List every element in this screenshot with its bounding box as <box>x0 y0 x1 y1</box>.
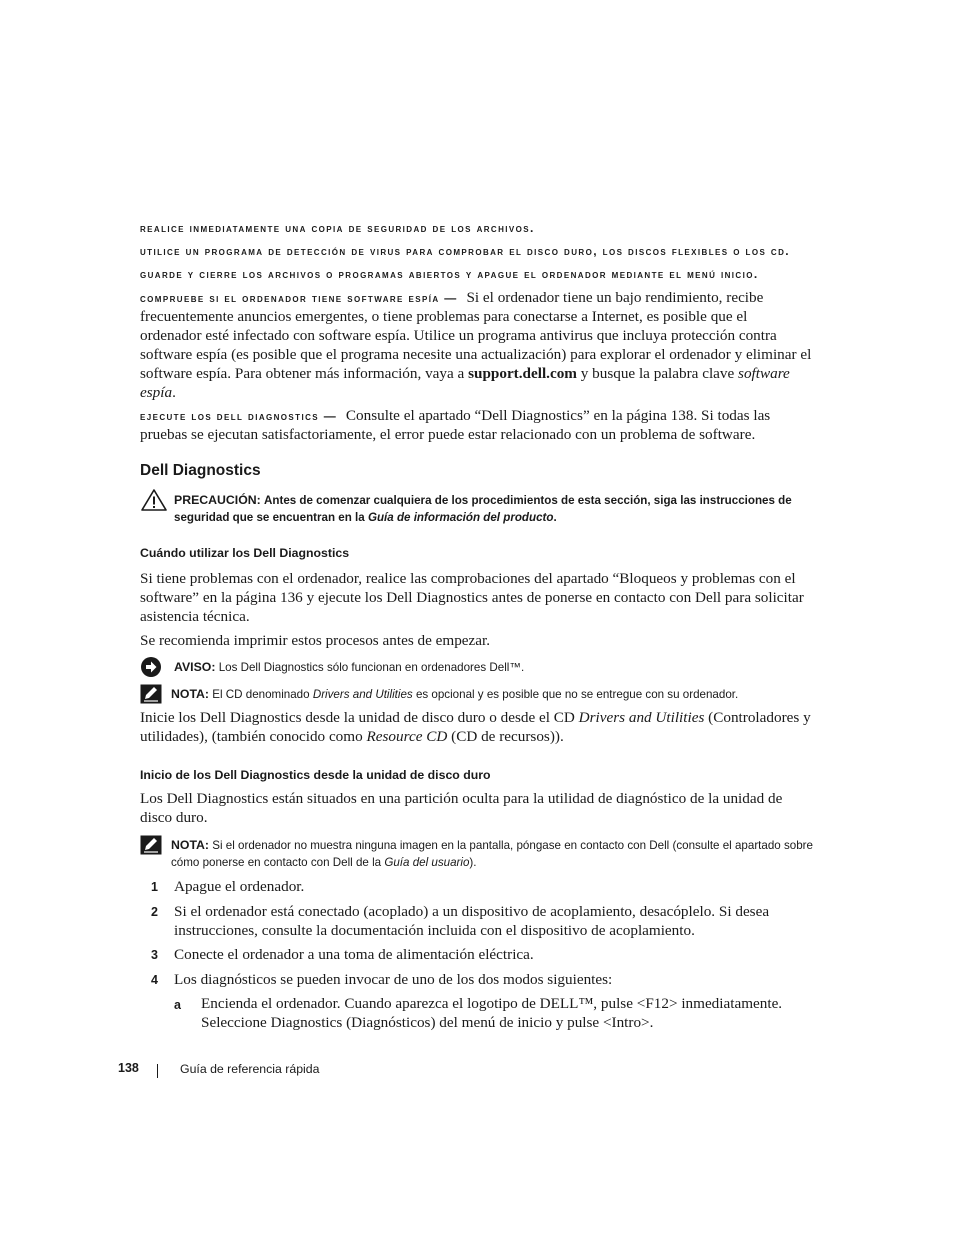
step-number: 4 <box>151 973 158 987</box>
note1-label: NOTA: <box>171 687 210 701</box>
footer-title: Guía de referencia rápida <box>180 1062 320 1076</box>
aviso-text: Los Dell Diagnostics sólo funcionan en ordenadores Dell™. <box>218 661 525 674</box>
spyware-paragraph <box>140 289 812 402</box>
when-to-use-title: Cuándo utilizar los Dell Diagnostics <box>140 546 350 560</box>
step-text: Los diagnósticos se pueden invocar de uno de los dos modos siguientes: <box>174 971 613 988</box>
note2-guide-title: Guía del usuario <box>384 856 470 869</box>
heading-close-files: guarde y cierre los archivos o programas abiertos y apague el ordenador mediante el menú inicio. <box>140 267 759 281</box>
para3-text2: (Controladores y utilidades), (también conocido como <box>140 709 811 745</box>
note-pencil-icon <box>140 684 162 704</box>
note2-end: ). <box>469 856 477 869</box>
warning-triangle-icon <box>140 488 168 512</box>
spyware-text2: y busque la palabra clave <box>580 364 735 382</box>
substep-letter: a <box>174 998 181 1012</box>
heading-virus-scan: utilice un programa de detección de virus para comprobar el disco duro, los discos flexibles o los cd. <box>140 244 791 258</box>
spyware-end: . <box>172 383 176 401</box>
step-number: 2 <box>151 905 158 919</box>
heading-backup: realice inmediatamente una copia de seguridad de los archivos. <box>140 221 535 235</box>
spyware-lead: compruebe si el ordenador tiene software espía — <box>140 291 458 305</box>
notice-arrow-icon <box>140 656 162 678</box>
aviso-notice <box>174 659 816 676</box>
note-pencil-icon <box>140 835 162 855</box>
caution-end: . <box>553 511 557 524</box>
run-diagnostics-paragraph <box>140 407 812 445</box>
substep-text: Encienda el ordenador. Cuando aparezca el logotipo de DELL™, pulse <F12> inmediatamente. Seleccione Diagnostics (Diagnósticos) del menú de inicio y pulse <Intro>. <box>201 995 783 1031</box>
caution-guide-title: Guía de información del producto <box>367 511 554 524</box>
section-title: Dell Diagnostics <box>140 462 261 479</box>
note2-text: Si el ordenador no muestra ninguna imagen en la pantalla, póngase en contacto con Dell (consulte el apartado sobre cómo ponerse en contacto con Dell de la <box>171 839 813 869</box>
step-text: Apague el ordenador. <box>174 878 305 895</box>
note-no-image <box>171 837 813 871</box>
para3-resource-cd: Resource CD <box>366 727 448 745</box>
caution-notice <box>174 492 816 526</box>
note2-label: NOTA: <box>171 838 210 852</box>
hdd-title: Inicio de los Dell Diagnostics desde la unidad de disco duro <box>140 768 491 782</box>
run-diagnostics-lead: ejecute los dell diagnostics — <box>140 409 338 423</box>
paragraph-when: Si tiene problemas con el ordenador, realice las comprobaciones del apartado “Bloqueos y problemas con el software” en la página 136 y ejecute los Dell Diagnostics antes de ponerse en contacto con Dell para solicitar asistencia técnica. <box>140 570 804 625</box>
caution-text: Antes de comenzar cualquiera de los procedimientos de esta sección, siga las instrucciones de seguridad que se encuentran en la <box>174 494 792 524</box>
caution-label: PRECAUCIÓN: <box>174 493 261 507</box>
step-number: 1 <box>151 880 158 894</box>
step-number: 3 <box>151 948 158 962</box>
note-drivers-cd <box>171 686 813 703</box>
page-number: 138 <box>118 1061 139 1075</box>
paragraph-start-diagnostics <box>140 709 812 747</box>
paragraph-hidden-partition: Los Dell Diagnostics están situados en una partición oculta para la utilidad de diagnóstico de la unidad de disco duro. <box>140 790 783 826</box>
para3-text3: (CD de recursos)). <box>451 727 564 745</box>
paragraph-print: Se recomienda imprimir estos procesos antes de empezar. <box>140 632 491 649</box>
aviso-label: AVISO: <box>174 660 216 674</box>
step-text: Conecte el ordenador a una toma de alimentación eléctrica. <box>174 946 534 963</box>
para3-text1: Inicie los Dell Diagnostics desde la unidad de disco duro o desde el CD <box>140 709 575 726</box>
run-diagnostics-text: Consulte el apartado “Dell Diagnostics” en la página 138. Si todas las pruebas se ejecutan satisfactoriamente, el error puede estar relacionado con un problema de software. <box>140 407 771 443</box>
note1-text2: es opcional y es posible que no se entregue con su ordenador. <box>415 688 739 701</box>
footer-divider <box>157 1064 158 1078</box>
para3-cd-name: Drivers and Utilities <box>578 709 705 726</box>
support-link[interactable]: support.dell.com <box>468 364 577 382</box>
step-text: Si el ordenador está conectado (acoplado) a un dispositivo de acoplamiento, desacóplelo. Si desea instrucciones, consulte la documentación incluida con el dispositivo de acoplamiento. <box>174 903 770 939</box>
note1-cd-name: Drivers and Utilities <box>312 688 413 701</box>
spyware-keyword: software espía <box>140 364 790 401</box>
note1-text1: El CD denominado <box>212 688 310 701</box>
spyware-text1: Si el ordenador tiene un bajo rendimiento, recibe frecuentemente anuncios emergentes, o tiene problemas para conectarse a Internet, es posible que el ordenador esté infectado con software espía. Utilice un programa antivirus que incluya protección contra software espía (es posible que el programa necesite una actualización) para explorar el ordenador y eliminar el software espía. Para obtener más información, vaya a <box>140 289 812 382</box>
